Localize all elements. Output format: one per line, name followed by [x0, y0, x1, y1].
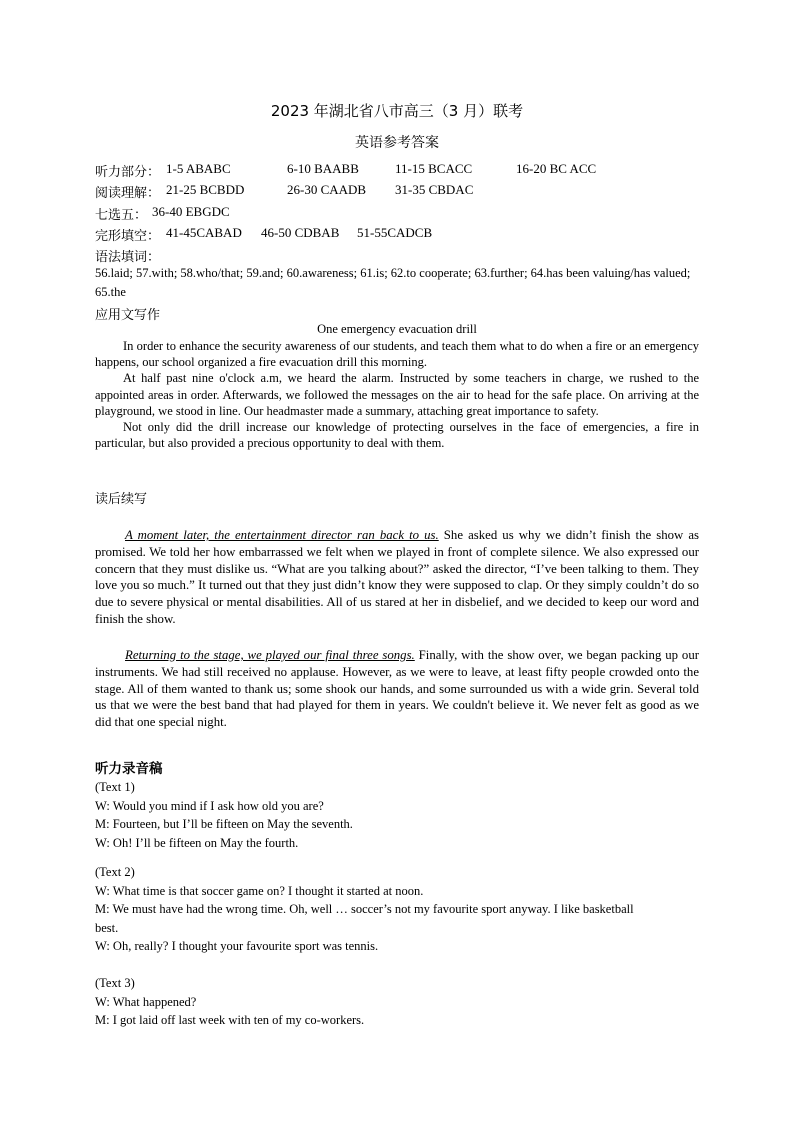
continuation-body: She asked us why we didn’t finish the show as promised. We told her how embarrassed we felt when we played in front of complete silence. We also expressed our concern that they must dislike us. “What are you talking about?” asked the director, “I’ve been talking to them. They love you so much.” It turned out that they just didn’t know they were supposed to clap. Or they simply couldn’t do so due to severe physical or mental disabilities. All of us stared at her in disbelief, and we decided to keep our word and finish the show.	[95, 528, 699, 626]
text-heading: (Text 3)	[95, 976, 135, 990]
text-heading: (Text 1)	[95, 780, 135, 794]
writing-label: 应用文写作	[95, 308, 161, 323]
answers-label: 七选五：	[95, 208, 148, 223]
answers-label: 完形填空：	[95, 229, 161, 244]
dialogue-line: M: Fourteen, but I’ll be fifteen on May the seventh.	[95, 817, 353, 831]
essay-paragraph: Not only did the drill increase our knowledge of protecting ourselves in the face of emergencies, a fire in particular, but also provided a precious opportunity to deal with them.	[95, 420, 699, 451]
dialogue-line: W: Oh! I’ll be fifteen on May the fourth.	[95, 835, 299, 850]
answer-group: 36-40 EBGDC	[152, 204, 230, 219]
continuation-paragraph-2	[95, 647, 699, 731]
answer-group: 16-20 BC ACC	[516, 161, 597, 176]
continuation-paragraph-1	[95, 527, 699, 628]
answer-group: 41-45CABAD	[166, 225, 242, 240]
dialogue-line: M: I got laid off last week with ten of my co-workers.	[95, 1013, 365, 1027]
text-heading: (Text 2)	[95, 865, 135, 879]
dialogue-line: W: What time is that soccer game on? I thought it started at noon.	[95, 883, 424, 898]
answer-group: 21-25 BCBDD	[166, 182, 245, 197]
dialogue-line: W: Oh, really? I thought your favourite sport was tennis.	[95, 939, 379, 953]
listening-text-3	[95, 974, 699, 1030]
essay-body	[95, 338, 699, 451]
essay-paragraph: At half past nine o'clock a.m, we heard the alarm. Instructed by some teachers in charge, we rushed to the appointed areas in order. Afterwards, we followed the messages on the air to head for the safe place. On arriving at the playground, we stood in line. Our headmaster made a summary, attaching great importance to safety.	[95, 371, 699, 418]
document-title: 2023 年湖北省八市高三（3 月）联考	[270, 102, 524, 120]
continuation-lead-sentence: A moment later, the entertainment director ran back to us.	[125, 528, 439, 542]
continuation-body: Finally, with the show over, we began packing up our instruments. We had still received no applause. However, as we were to leave, at least fifty people crowded onto the stage. All of them wanted to thank us; some shook our hands, and some surrounded us with a wide grin. Several told us that we were the best band that had played for them in years. We couldn't believe it. We never felt as good as we did that one special night.	[95, 648, 699, 730]
answer-group: 6-10 BAABB	[287, 161, 359, 176]
answer-group: 46-50 CDBAB	[261, 225, 340, 240]
dialogue-line: W: What happened?	[95, 994, 197, 1009]
answer-group: 26-30 CAADB	[287, 182, 367, 197]
continuation-label: 读后续写	[95, 492, 148, 507]
answers-label: 听力部分：	[95, 165, 161, 180]
answer-group: 1-5 ABABC	[166, 161, 231, 176]
listening-text-2	[95, 863, 699, 956]
continuation-lead-sentence: Returning to the stage, we played our final three songs.	[125, 648, 415, 662]
listening-script-title: 听力录音稿	[95, 761, 163, 777]
answer-group: 11-15 BCACC	[395, 161, 473, 176]
dialogue-line: M: We must have had the wrong time. Oh, well … soccer’s not my favourite sport anyway. I like basketball best.	[95, 902, 634, 935]
listening-text-1	[95, 778, 699, 852]
dialogue-line: W: Would you mind if I ask how old you are?	[95, 798, 324, 813]
document-subtitle: 英语参考答案	[355, 135, 439, 151]
answers-label: 阅读理解：	[95, 186, 161, 201]
answer-group: 51-55CADCB	[357, 225, 433, 240]
grammar-answers: 56.laid; 57.with; 58.who/that; 59.and; 60.awareness; 61.is; 62.to cooperate; 63.further; 64.has been valuing/has valued; 65.the	[95, 266, 691, 299]
grammar-label: 语法填词：	[95, 250, 161, 265]
essay-title: One emergency evacuation drill	[317, 322, 477, 336]
answer-group: 31-35 CBDAC	[395, 182, 474, 197]
essay-paragraph: In order to enhance the security awareness of our students, and teach them what to do when a fire or an emergency happens, our school organized a fire evacuation drill this morning.	[95, 339, 699, 370]
